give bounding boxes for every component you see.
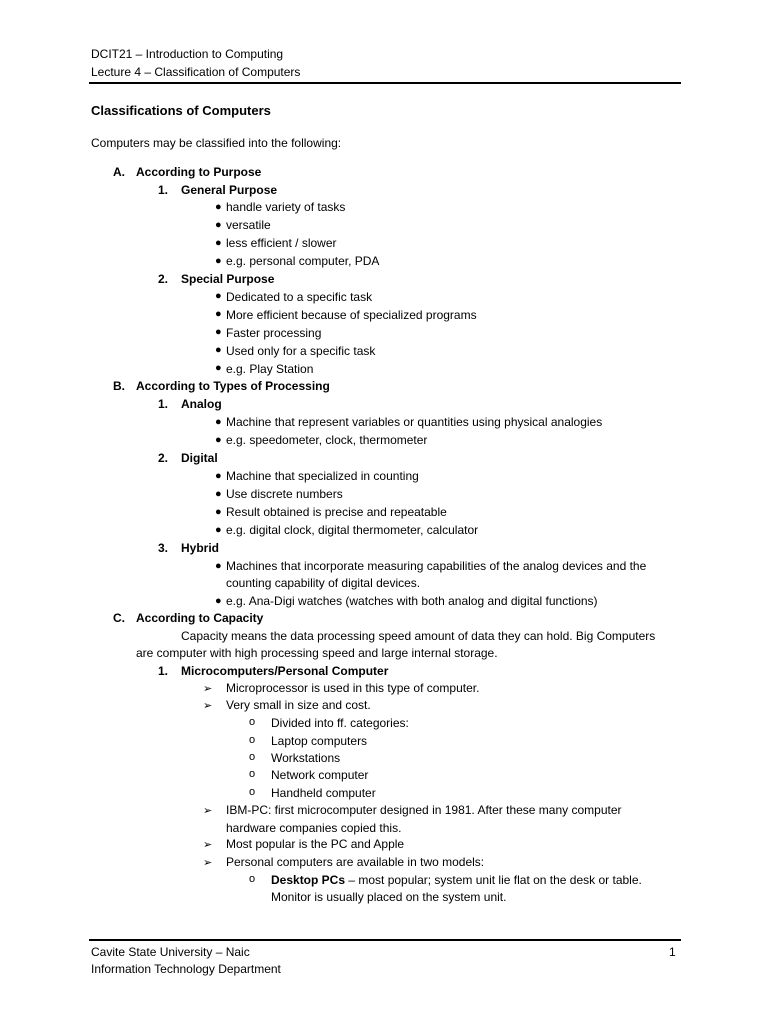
arrow-bullet-icon: ➢ bbox=[203, 857, 213, 869]
list-item: e.g. digital clock, digital thermometer, calculator bbox=[226, 523, 479, 537]
item-title: Digital bbox=[181, 451, 218, 465]
item-number: 2. bbox=[158, 272, 169, 286]
section-b-letter: B. bbox=[113, 379, 125, 393]
arrow-bullet-icon: ➢ bbox=[203, 839, 213, 851]
list-item: e.g. Play Station bbox=[226, 362, 314, 376]
bullet-icon: ● bbox=[215, 237, 222, 249]
bullet-icon: ● bbox=[215, 344, 222, 356]
intro-text: Computers may be classified into the following: bbox=[91, 136, 342, 150]
item-number: 2. bbox=[158, 451, 169, 465]
list-item-continuation: Monitor is usually placed on the system unit. bbox=[271, 890, 507, 904]
ring-bullet-icon: o bbox=[249, 873, 256, 885]
sub-list-item: Divided into ff. categories: bbox=[271, 716, 409, 730]
list-item: less efficient / slower bbox=[226, 236, 337, 250]
paragraph-line: Capacity means the data processing speed amount of data they can hold. Big Computers bbox=[181, 629, 656, 643]
item-title: Special Purpose bbox=[181, 272, 275, 286]
item-title: Microcomputers/Personal Computer bbox=[181, 664, 389, 678]
bullet-icon: ● bbox=[215, 308, 222, 320]
section-c-title: According to Capacity bbox=[136, 611, 264, 625]
sub-list-item: Handheld computer bbox=[271, 786, 376, 800]
section-c-letter: C. bbox=[113, 611, 125, 625]
course-header: DCIT21 – Introduction to Computing bbox=[91, 47, 284, 61]
page-title: Classifications of Computers bbox=[91, 103, 271, 118]
list-item: More efficient because of specialized programs bbox=[226, 308, 477, 322]
header-rule bbox=[89, 82, 681, 84]
bullet-icon: ● bbox=[215, 434, 222, 446]
list-item: e.g. speedometer, clock, thermometer bbox=[226, 433, 428, 447]
bullet-icon: ● bbox=[215, 362, 222, 374]
list-item-continuation: counting capability of digital devices. bbox=[226, 576, 421, 590]
bullet-icon: ● bbox=[215, 219, 222, 231]
item-number: 1. bbox=[158, 183, 169, 197]
bullet-icon: ● bbox=[215, 290, 222, 302]
ring-bullet-icon: o bbox=[249, 751, 256, 763]
footer-department: Information Technology Department bbox=[91, 962, 281, 976]
bullet-icon: ● bbox=[215, 524, 222, 536]
desktop-pc-item bbox=[271, 873, 642, 888]
item-title: General Purpose bbox=[181, 183, 278, 197]
bullet-icon: ● bbox=[215, 595, 222, 607]
item-number: 3. bbox=[158, 541, 169, 555]
list-item: e.g. Ana-Digi watches (watches with both analog and digital functions) bbox=[226, 594, 598, 608]
list-item-continuation: hardware companies copied this. bbox=[226, 821, 402, 835]
section-b-title: According to Types of Processing bbox=[136, 379, 330, 393]
arrow-bullet-icon: ➢ bbox=[203, 700, 213, 712]
list-item: Machine that specialized in counting bbox=[226, 469, 419, 483]
bullet-icon: ● bbox=[215, 201, 222, 213]
footer-rule bbox=[89, 939, 681, 941]
sub-list-item: Workstations bbox=[271, 751, 341, 765]
item-number: 1. bbox=[158, 397, 169, 411]
bullet-icon: ● bbox=[215, 416, 222, 428]
lecture-header: Lecture 4 – Classification of Computers bbox=[91, 65, 301, 79]
list-item: handle variety of tasks bbox=[226, 200, 346, 214]
sub-list-item: Network computer bbox=[271, 768, 369, 782]
bullet-icon: ● bbox=[215, 326, 222, 338]
list-item: Faster processing bbox=[226, 326, 322, 340]
page-number: 1 bbox=[669, 945, 676, 959]
list-item: Personal computers are available in two models: bbox=[226, 855, 485, 869]
desktop-pc-description: – most popular; system unit lie flat on the desk or table. bbox=[345, 873, 642, 887]
list-item: versatile bbox=[226, 218, 271, 232]
section-a-title: According to Purpose bbox=[136, 165, 262, 179]
arrow-bullet-icon: ➢ bbox=[203, 805, 213, 817]
desktop-pc-term: Desktop PCs bbox=[271, 873, 346, 887]
list-item: IBM-PC: first microcomputer designed in 1981. After these many computer bbox=[226, 803, 622, 817]
bullet-icon: ● bbox=[215, 470, 222, 482]
item-title: Hybrid bbox=[181, 541, 220, 555]
bullet-icon: ● bbox=[215, 506, 222, 518]
list-item: Microprocessor is used in this type of computer. bbox=[226, 681, 480, 695]
bullet-icon: ● bbox=[215, 560, 222, 572]
ring-bullet-icon: o bbox=[249, 786, 256, 798]
list-item: Machine that represent variables or quantities using physical analogies bbox=[226, 415, 603, 429]
footer-university: Cavite State University – Naic bbox=[91, 945, 250, 959]
section-a-letter: A. bbox=[113, 165, 125, 179]
bullet-icon: ● bbox=[215, 255, 222, 267]
list-item: Machines that incorporate measuring capabilities of the analog devices and the bbox=[226, 559, 647, 573]
list-item: Use discrete numbers bbox=[226, 487, 343, 501]
list-item: Used only for a specific task bbox=[226, 344, 376, 358]
list-item: e.g. personal computer, PDA bbox=[226, 254, 380, 268]
list-item: Very small in size and cost. bbox=[226, 698, 371, 712]
item-number: 1. bbox=[158, 664, 169, 678]
paragraph-line: are computer with high processing speed and large internal storage. bbox=[136, 646, 498, 660]
item-title: Analog bbox=[181, 397, 222, 411]
bullet-icon: ● bbox=[215, 488, 222, 500]
list-item: Most popular is the PC and Apple bbox=[226, 837, 405, 851]
ring-bullet-icon: o bbox=[249, 734, 256, 746]
sub-list-item: Laptop computers bbox=[271, 734, 368, 748]
ring-bullet-icon: o bbox=[249, 716, 256, 728]
arrow-bullet-icon: ➢ bbox=[203, 683, 213, 695]
list-item: Result obtained is precise and repeatable bbox=[226, 505, 447, 519]
list-item: Dedicated to a specific task bbox=[226, 290, 373, 304]
ring-bullet-icon: o bbox=[249, 768, 256, 780]
